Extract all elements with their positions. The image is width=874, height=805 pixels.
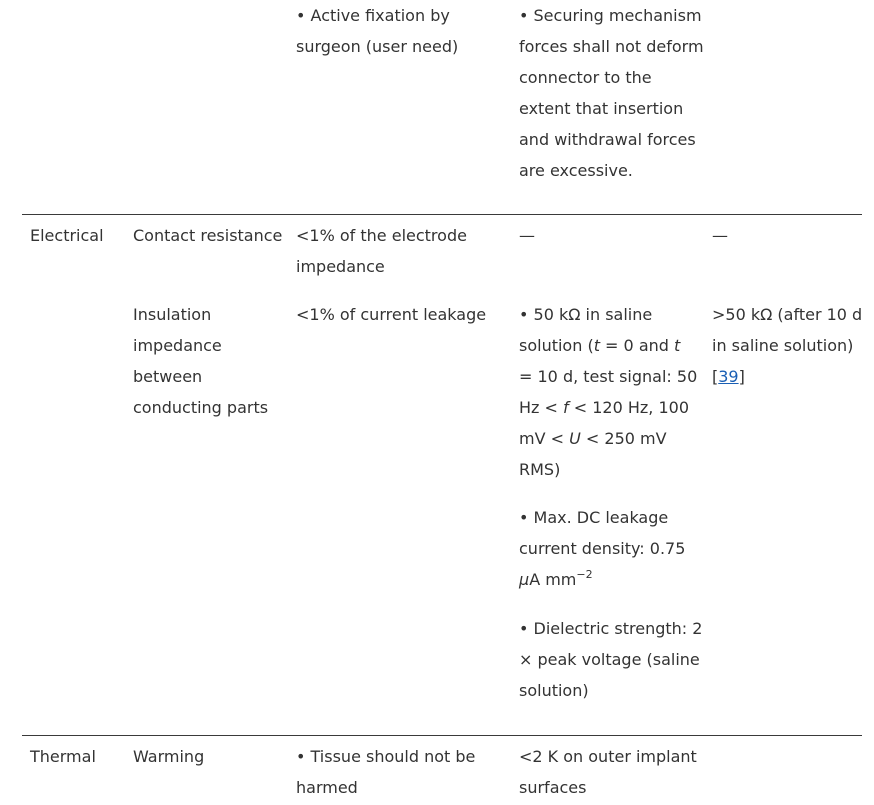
specification-line: solution (t = 0 and t [519, 336, 681, 355]
property-name: Warming [133, 747, 205, 766]
requirement-line: <1% of current leakage [296, 305, 487, 324]
result-reference: [39] [712, 367, 745, 386]
property-name: Insulation [133, 305, 212, 324]
specification-line: • Max. DC leakage [519, 508, 669, 527]
requirement-line: • Active fixation by [296, 6, 450, 25]
specification-line: <2 K on outer implant [519, 747, 697, 766]
section-divider [22, 735, 862, 736]
specification-line: solution) [519, 681, 589, 700]
specification-line: • Securing mechanism [519, 6, 702, 25]
specification-line: forces shall not deform [519, 37, 704, 56]
specification-line: • Dielectric strength: 2 [519, 619, 703, 638]
citation-link[interactable]: 39 [718, 367, 739, 386]
requirement-line: • Tissue should not be [296, 747, 476, 766]
specification-line: and withdrawal forces [519, 130, 696, 149]
property-name: impedance [133, 336, 222, 355]
specification-line: = 10 d, test signal: 50 [519, 367, 698, 386]
specification-line: mV < U < 250 mV [519, 429, 667, 448]
property-name: conducting parts [133, 398, 269, 417]
specification-line: RMS) [519, 460, 561, 479]
specification-line: × peak voltage (saline [519, 650, 700, 669]
requirement-line: impedance [296, 257, 385, 276]
category-label: Electrical [30, 226, 104, 245]
result-line: >50 kΩ (after 10 d [712, 305, 863, 324]
specification-line: • 50 kΩ in saline [519, 305, 653, 324]
specification-value: — [519, 226, 535, 245]
property-name: between [133, 367, 203, 386]
specification-line: Hz < f < 120 Hz, 100 [519, 398, 689, 417]
specification-line: are excessive. [519, 161, 633, 180]
category-label: Thermal [30, 747, 96, 766]
result-line: in saline solution) [712, 336, 854, 355]
requirement-line: harmed [296, 778, 358, 797]
result-value: — [712, 226, 728, 245]
specification-line: extent that insertion [519, 99, 684, 118]
specification-line: connector to the [519, 68, 652, 87]
specification-line: surfaces [519, 778, 587, 797]
requirement-line: <1% of the electrode [296, 226, 467, 245]
requirement-line: surgeon (user need) [296, 37, 459, 56]
section-divider [22, 214, 862, 215]
property-name: Contact resistance [133, 226, 283, 245]
specification-line: current density: 0.75 [519, 539, 686, 558]
specification-line: μA $mm^{-2}$ [519, 568, 593, 589]
